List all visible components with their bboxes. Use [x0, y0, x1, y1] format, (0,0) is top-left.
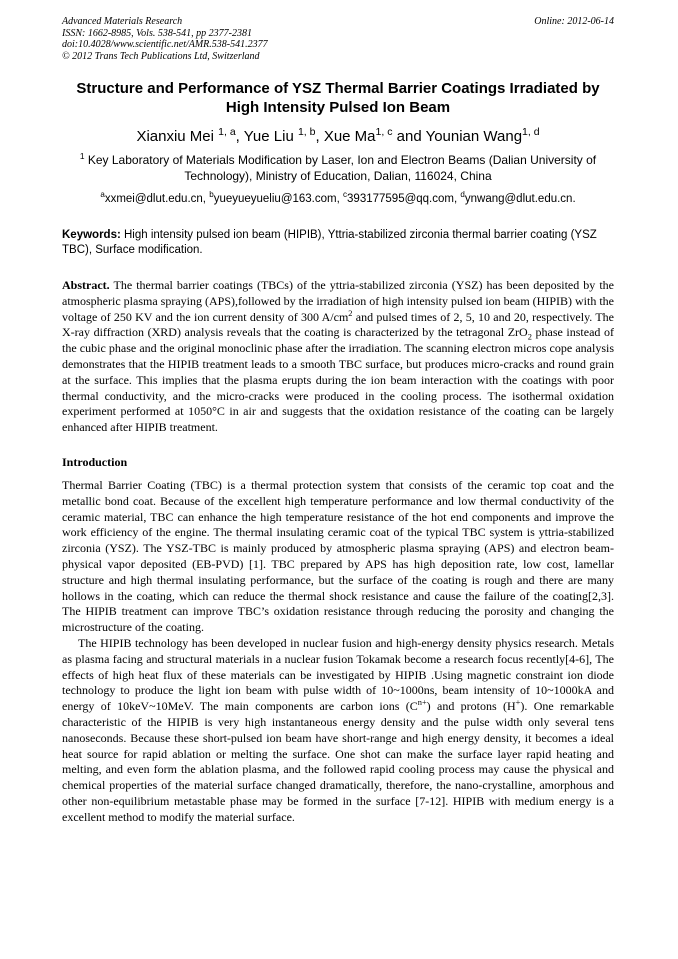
abstract-sup: 2	[348, 308, 353, 318]
intro-sup: n+	[417, 698, 427, 708]
email-sup: b	[209, 190, 214, 200]
copyright-line: © 2012 Trans Tech Publications Ltd, Switzerland	[62, 50, 260, 62]
author-sup: 1, b	[297, 126, 316, 138]
intro-text: ). One remarkable characteristic of the HIPIB is very high instantaneous energy density and the pulse width only several tens nanoseconds. Because these short-pulsed ion beam have short-range and high energy density, it becomes a ideal heat source for rapid ablation or melting the surface. One shot can make the surface layer rapid heating and melting, and even form the ablation plasma, and the followed rapid cooling process may cause the physical and chemical properties of the material surface changed dramatically, therefore, the nano-crystalline, amorphous and other non-equilibrium metastable phase may be formed in the surface [7-12]. HIPIB with medium energy is a excellent method to modify the material surface.	[62, 699, 615, 824]
abstract-text: The thermal barrier coatings (TBCs) of the yttria-stabilized zirconia (YSZ) has been deposited by the atmospheric plasma spraying (APS),followed by the irradiation of high intensity pulsed ion beam (HIPIB) with the voltage of 250 KV and the ion current density of 300 A/cm	[62, 278, 614, 324]
author-name: Xue Ma	[323, 128, 376, 145]
keywords	[62, 228, 614, 258]
intro-paragraph: Thermal Barrier Coating (TBC) is a thermal protection system that consists of the ceramic top coat and the metallic bond coat. Because of the excellent high temperature performance and low thermal conductivity of the ceramic material, TBC can enhance the high temperature resistance of the hot end components and improve the work efficiency of the engine. The thermal insulating ceramic coat of the typical TBC system is yttria-stabilized zirconia (YSZ). The YSZ-TBC is mainly produced by atmospheric plasma spraying (APS) and electron beam-physical vapor deposited (EB-PVD) [1]. TBC prepared by APS has high deposition rate, low cost, lamellar structure and high thermal insulating performance, but the surface of the coating is rough and there are many hollows in the coating, which can reduce the thermal shock resistance and cause the failure of the coating[2,3]. The HIPIB treatment can improve TBC’s oxidation resistance through reducing the porosity and changing the microstructure of the coating.	[62, 477, 614, 635]
author-sup: 1, d	[522, 126, 540, 138]
journal-name: Advanced Materials Research	[62, 16, 183, 27]
keywords-text: High intensity pulsed ion beam (HIPIB), Yttria-stabilized zirconia thermal barrier coating (YSZ TBC), Surface modification.	[62, 229, 597, 256]
author-sup: 1, c	[375, 126, 393, 138]
email-sup: a	[100, 190, 105, 200]
email-sup: d	[460, 190, 465, 200]
doi-line[interactable]: doi:10.4028/www.scientific.net/AMR.538-541.2377	[62, 39, 268, 50]
email-link[interactable]: xxmei@dlut.edu.cn,	[104, 193, 206, 205]
issn-line: ISSN: 1662-8985, Vols. 538-541, pp 2377-2381	[62, 27, 252, 39]
email-link[interactable]: ynwang@dlut.edu.cn.	[464, 193, 576, 205]
section-heading-introduction: Introduction	[62, 454, 128, 469]
email-link[interactable]: yueyueyueliu@163.com,	[213, 193, 340, 205]
author-list: Xianxiu Mei $^{1, a}$, Yue Liu $^{1, b}$, Xue Ma$^{1, c}$ and Younian Wang$^{1, d}$	[136, 126, 540, 145]
email-sup: c	[343, 190, 348, 200]
abstract-sub: 2	[527, 332, 532, 342]
online-date: Online: 2012-06-14	[534, 16, 614, 27]
email-link[interactable]: 393177595@qq.com,	[347, 193, 458, 205]
affiliation	[62, 152, 614, 184]
abstract-text: phase instead of the cubic phase and the original monoclinic phase after the irradiation. The scanning electron micros cope analysis demonstrates that the HIPIB treatment leads to a smooth TBC surface, but produces micro-cracks and round grain at the surface. This implies that the plasma erupts during the ion beam interaction with the coatings with poor thermal conductivity, and the micro-cracks were produced in the cooling process. The isothermal oxidation experiment performed at 1050°C in air and suggests that the oxidation resistance of the coating can be largely enhanced after HIPIB treatment.	[62, 325, 614, 435]
author-sup: 1, a	[218, 126, 236, 138]
affiliation-text: Key Laboratory of Materials Modification by Laser, Ion and Electron Beams (Dalian University of Technology), Ministry of Education, Dalian, 116024, China	[87, 153, 597, 183]
journal-header	[62, 16, 614, 62]
abstract-text: and pulsed times of 2, 5, 10 and 20, respectively. The X-ray diffraction (XRD) analysis reveals that the coating is characterized by the tetragonal ZrO	[62, 309, 615, 340]
abstract-label: Abstract.	[62, 278, 110, 292]
intro-paragraph	[62, 636, 614, 826]
author-conjunction: and	[392, 128, 426, 145]
author-name: Yue Liu	[243, 128, 294, 145]
keywords-label: Keywords:	[62, 229, 121, 241]
author-name: Younian Wang	[425, 128, 523, 145]
email-list	[62, 192, 614, 207]
abstract	[62, 278, 614, 436]
paper-title: Structure and Performance of YSZ Thermal Barrier Coatings Irradiated by High Intensity Pulsed Ion Beam	[76, 80, 600, 116]
intro-text: The HIPIB technology has been developed in nuclear fusion and high-energy density physics research. Metals as plasma facing and structural materials in a nuclear fusion Tokamak become a research focus recently[4-6], The effects of high heat flux of these materials can be investigated by HIPIB .Using magnetic constraint ion diode technology to produce the light ion beam with pulse width of 10~1000ns, beam intensity of 10~1000kA and energy of 10keV~10MeV. The main components are carbon ions (C	[62, 635, 614, 714]
paper-page	[62, 16, 614, 826]
author-name: Xianxiu Mei	[136, 128, 214, 145]
intro-text: ) and protons (H	[426, 699, 516, 714]
affiliation-sup: 1	[79, 151, 85, 161]
intro-sup: +	[515, 698, 521, 708]
